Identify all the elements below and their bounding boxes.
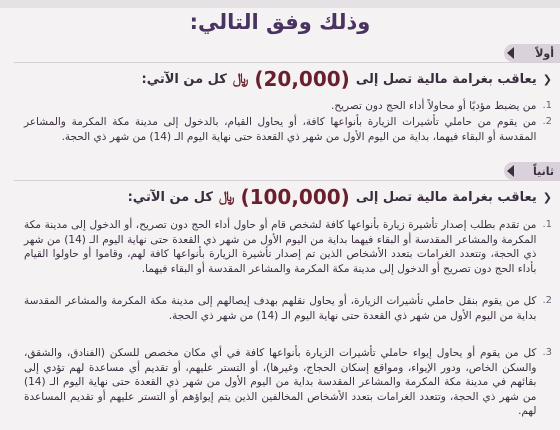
- penalty-suffix: كل من الآتي:: [127, 189, 213, 205]
- penalty-amount: (20,000): [254, 67, 350, 91]
- penalty-suffix: كل من الآتي:: [141, 71, 227, 87]
- section-tag-label: أولاً: [504, 44, 560, 62]
- item-text: من يقوم من حاملي تأشيرات الزيارة بأنواعها كافة، أو يحاول القيام، بالدخول إلى مدينة مكة المكرمة والمشاعر المقدسة أو البقاء فيهما، بداية من اليوم الأول من شهر ذي القعدة حتى نهاية اليوم الـ (14) من شهر ذي الحجة.: [24, 116, 537, 143]
- list-item: [24, 346, 552, 419]
- item-text: كل من يقوم بنقل حاملي تأشيرات الزيارة، أو يحاول نقلهم بهدف إيصالهم إلى مدينة مكة المكرمة والمشاعر المقدسة بداية من اليوم الأول من شهر ذي القعدة حتى نهاية اليوم الـ (14) من شهر ذي الحجة.: [24, 295, 537, 322]
- list-item: [24, 115, 552, 144]
- penalty-line-first: [20, 67, 552, 91]
- item-number: 3.: [542, 347, 552, 358]
- penalty-amount: (100,000): [240, 185, 350, 209]
- section-tag-second: [490, 162, 560, 180]
- list-item: [24, 218, 552, 276]
- page-heading: وذلك وفق التالي:: [189, 10, 371, 34]
- tag-arrow-icon: [507, 165, 514, 177]
- list-item: [24, 294, 552, 323]
- item-number: 2.: [542, 295, 552, 306]
- tag-arrow-icon: [507, 47, 514, 59]
- divider: [14, 62, 560, 63]
- riyal-symbol: ﷼: [232, 71, 249, 87]
- penalty-prefix: يعاقب بغرامة مالية تصل إلى: [355, 189, 537, 205]
- riyal-symbol: ﷼: [218, 189, 235, 205]
- item-number: 1.: [542, 100, 552, 111]
- top-band: [0, 0, 560, 8]
- item-number: 2.: [542, 116, 552, 127]
- chevron-left-icon: ❮: [542, 72, 552, 86]
- list-item: [24, 99, 552, 114]
- chevron-left-icon: ❮: [542, 190, 552, 204]
- penalty-line-second: [20, 185, 552, 209]
- section-tag-label: ثانياً: [504, 162, 560, 180]
- divider: [14, 180, 560, 181]
- item-number: 1.: [542, 219, 552, 230]
- penalty-prefix: يعاقب بغرامة مالية تصل إلى: [355, 71, 537, 87]
- section-tag-first: [490, 44, 560, 62]
- item-text: كل من يقوم أو يحاول إيواء حاملي تأشيرات الزيارة بأنواعها كافة في أي مكان مخصص للسكن (الفنادق، والشقق، والسكن الخاص، ودور الإيواء، ومواقع إسكان الحجاج، وغيرها)، أو التستر عليهم، أو تقديم أي مساعدة لهم تؤدي إلى بقائهم في مدينة مكة المكرمة والمشاعر المقدسة بداية من اليوم الأول من شهر ذي القعدة حتى نهاية اليوم الـ (14) من شهر ذي الحجة، وتتعدد الغرامات بتعدد الأشخاص المخالفين الذين يتم إيواؤهم أو التستر عليهم أو تقديم المساعدة لهم.: [24, 347, 537, 417]
- item-text: من يضبط مؤديًا أو محاولاً أداء الحج دون تصريح.: [331, 100, 537, 112]
- item-text: من تقدم بطلب إصدار تأشيرة زيارة بأنواعها كافة لشخص قام أو حاول أداء الحج دون تصريح، أو الدخول إلى مدينة مكة المكرمة والمشاعر المقدسة أو البقاء فيهما بداية من اليوم الأول من شهر ذي القعدة حتى نهاية اليوم الـ (14) من شهر ذي الحجة، وتتعدد الغرامات بتعدد الأشخاص الذين تم إصدار تأشيرة الزيارة بأنواعها كافة لهم، وقاموا أو حاولوا القيام بأداء الحج دون تصريح أو الدخول إلى مدينة مكة المكرمة والمشاعر المقدسة أو البقاء فيهما.: [24, 219, 537, 275]
